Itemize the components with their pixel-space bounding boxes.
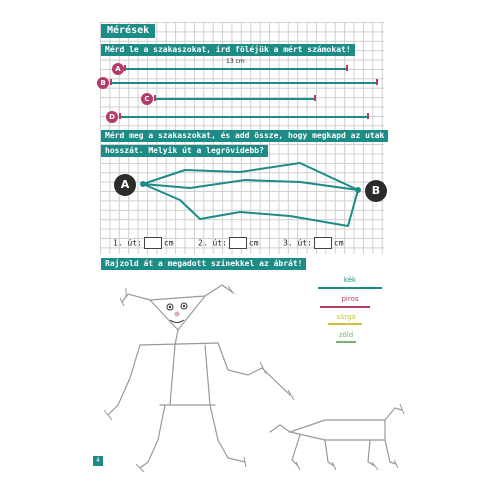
segment-label-d: D [106, 111, 118, 123]
instruction-paths-line2: hosszát. Melyik út a legrövidebb? [101, 145, 268, 157]
segment-label-a: A [112, 63, 124, 75]
leash [262, 368, 290, 395]
page-number: 4 [93, 456, 103, 466]
torso-right [205, 345, 210, 405]
mouth [170, 320, 184, 323]
answer-1-unit: cm [163, 238, 174, 248]
answer-1-label: 1. út: [113, 238, 142, 248]
answer-3-label: 3. út: [283, 238, 312, 248]
section-title: Mérések [101, 24, 155, 38]
instruction-paths-line1: Mérd meg a szakaszokat, és add össze, hogy megkapd az utak [101, 130, 388, 142]
shoulders [140, 343, 218, 345]
left-arm [108, 345, 140, 415]
point-a-label: A [114, 174, 136, 196]
dog-body [290, 420, 385, 440]
right-leg [210, 405, 245, 462]
legend-label-blue: kék [343, 276, 357, 284]
instruction-draw: Rajzold át a megadott színekkel az ábrát! [101, 258, 306, 270]
dog-front-leg [292, 435, 300, 466]
left-leg [140, 405, 165, 468]
legend-label-green: zöld [338, 331, 354, 339]
torso-left [170, 345, 175, 405]
instruction-measure: Mérd le a szakaszokat, írd föléjük a mért számokat! [101, 44, 355, 56]
legend-label-red: piros [341, 295, 359, 303]
segment-label-c: C [141, 93, 153, 105]
answer-3-unit: cm [333, 238, 344, 248]
dog-tail [385, 408, 402, 420]
dog-back-leg [368, 440, 375, 466]
segment-a-measure: 13 cm [226, 58, 245, 65]
nose [175, 312, 180, 317]
segment-label-b: B [97, 77, 109, 89]
legend-label-yellow: sárga [336, 313, 356, 321]
answer-2-label: 2. út: [198, 238, 227, 248]
dog-head [270, 425, 290, 432]
dog-front-leg-2 [325, 440, 334, 466]
neck [175, 330, 178, 345]
answer-2-unit: cm [248, 238, 259, 248]
right-arm [218, 343, 262, 375]
point-b-label: B [365, 180, 387, 202]
